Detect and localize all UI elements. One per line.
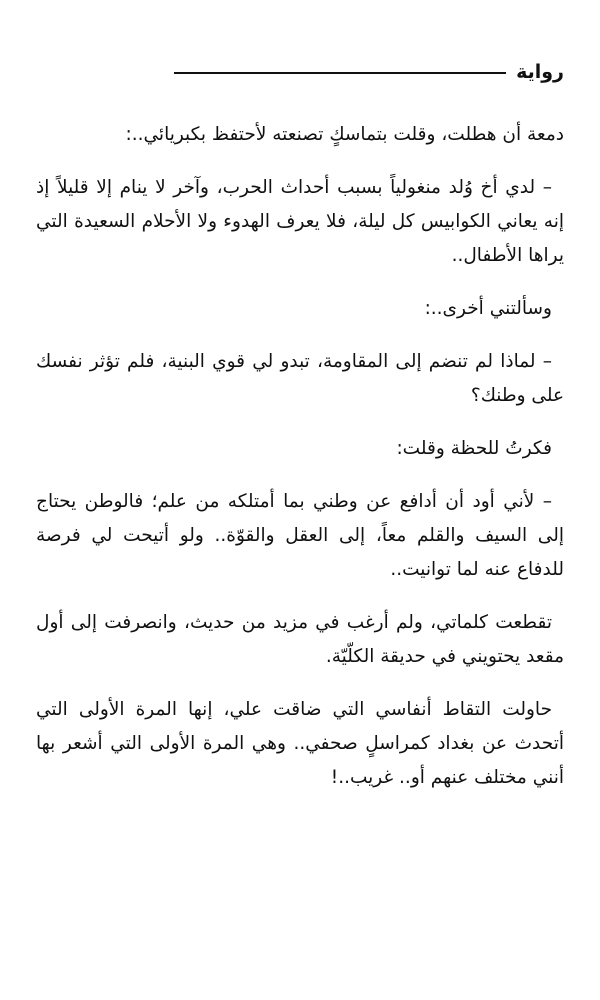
- header-rule: [174, 72, 506, 74]
- paragraph-5: فكرتُ للحظة وقلت:: [396, 438, 552, 459]
- paragraph-2: – لدي أخ وُلد منغولياً بسبب أحداث الحرب، وآخر لا ينام إلا قليلاً إذ إنه يعاني الكوابيس كل ليلة، فلا يعرف الهدوء ولا الأحلام السعيدة التي يراها الأطفال..: [36, 177, 564, 266]
- paragraph-4: – لماذا لم تنضم إلى المقاومة، تبدو لي قوي البنية، فلم تؤثر نفسك على وطنك؟: [36, 351, 564, 406]
- book-page: [36, 0, 564, 1000]
- body-text: [36, 118, 564, 814]
- paragraph-1: دمعة أن هطلت، وقلت بتماسكٍ تصنعته لأحتفظ بكبريائي..:: [125, 124, 564, 145]
- paragraph-7: تقطعت كلماتي، ولم أرغب في مزيد من حديث، وانصرفت إلى أول مقعد يحتويني في حديقة الكلّيّة.: [36, 612, 564, 667]
- paragraph-8: حاولت التقاط أنفاسي التي ضاقت علي، إنها المرة الأولى التي أتحدث عن بغداد كمراسلٍ صحفي.. وهي المرة الأولى التي أشعر بها أنني مختلف عنهم أو.. غريب..!: [36, 699, 564, 788]
- paragraph-3: وسألتني أخرى..:: [424, 298, 552, 319]
- section-title: رواية: [516, 61, 564, 83]
- paragraph-6: – لأني أود أن أدافع عن وطني بما أمتلكه من علم؛ فالوطن يحتاج إلى السيف والقلم معاً، إلى العقل والقوّة.. ولو أتيحت لي فرصة للدفاع عنه لما توانيت..: [36, 491, 564, 580]
- page-header: [174, 60, 564, 84]
